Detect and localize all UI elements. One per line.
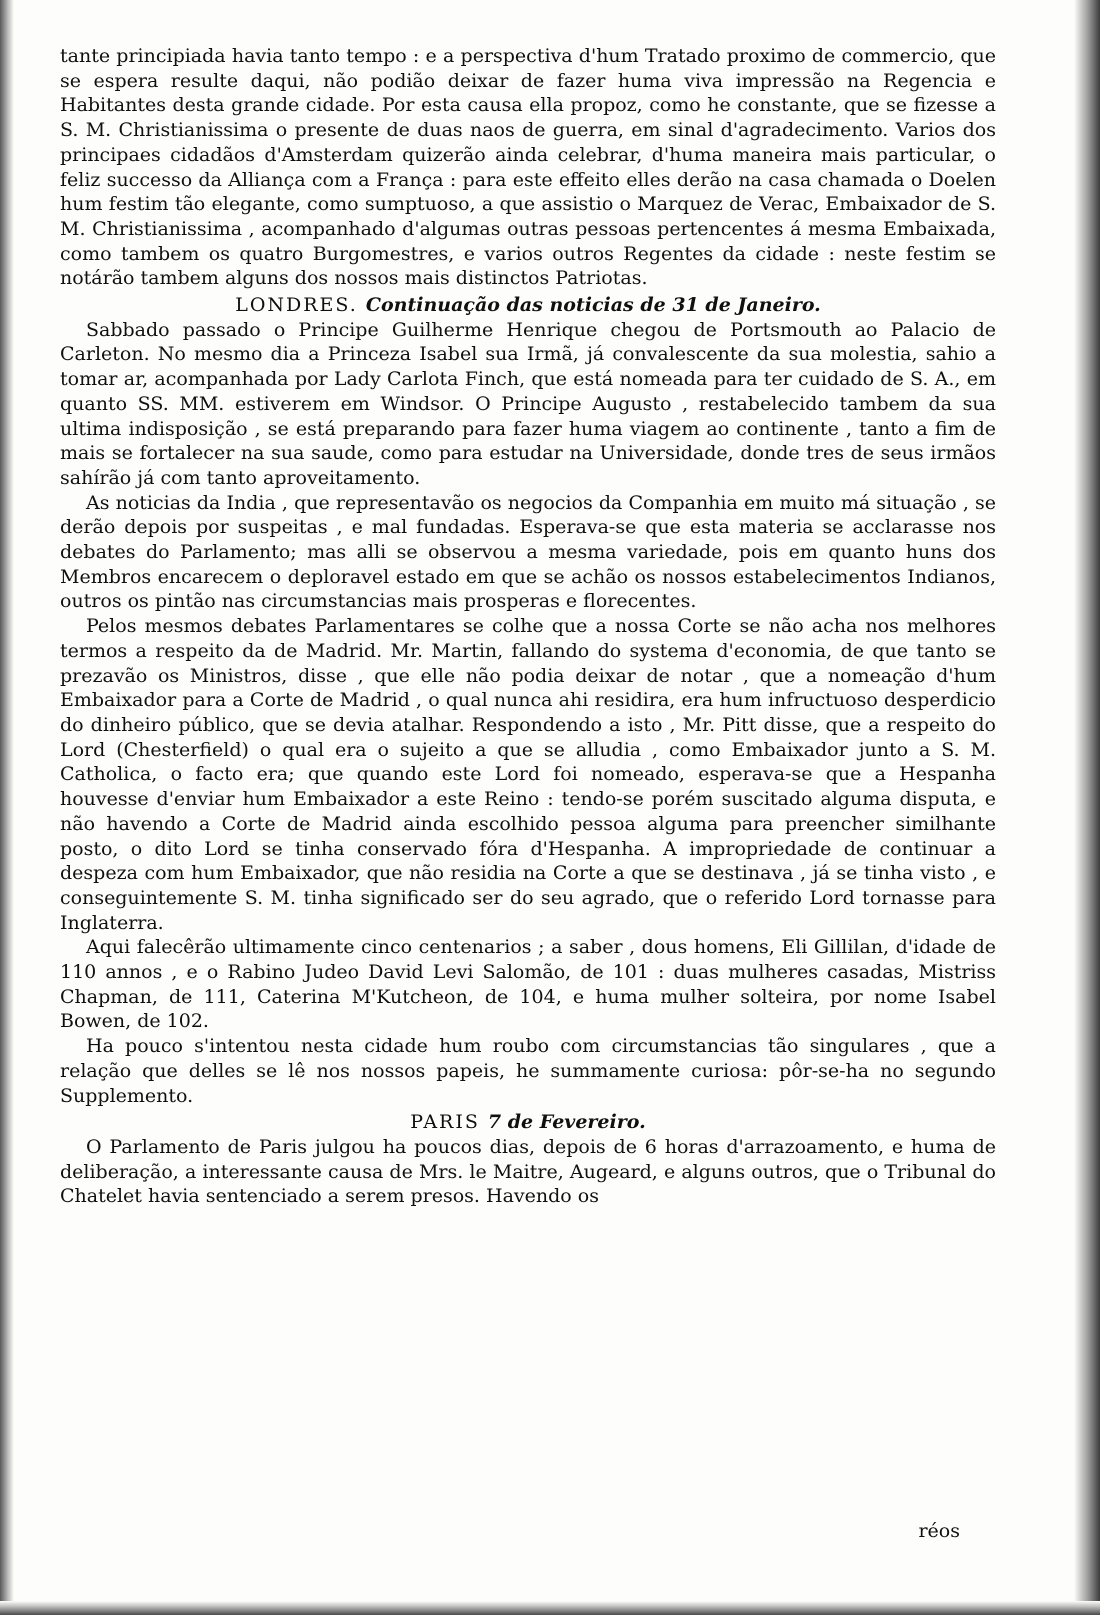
scan-edge-right: [1074, 0, 1100, 1615]
london-paragraph: As noticias da India , que representavão os negocios da Companhia em muito má situação , se derão depois por suspeitas , e mal fundadas. Esperava-se que esta materia se acclarasse nos debates do Parlamento; mas alli se observou a mesma variedade, pois em quanto huns dos Membros encarecem o deploravel estado em que se achão os nossos estabelecimentos Indianos, outros os pintão nas circumstancias mais prosperas e florecentes.: [60, 491, 996, 613]
london-paragraph: Aqui falecêrão ultimamente cinco centenarios ; a saber , dous homens, Eli Gillilan, d'idade de 110 annos , e o Rabino Judeo David Levi Salomão, de 101 : duas mulheres casadas, Mistriss Chapman, de 111, Caterina M'Kutcheon, de 104, e huma mulher solteira, por nome Isabel Bowen, de 102.: [60, 936, 996, 1033]
paris-paragraph: O Parlamento de Paris julgou ha poucos dias, depois de 6 horas d'arrazoamento, e huma de deliberação, a interessante causa de Mrs. le Maitre, Augeard, e alguns outros, que o Tribunal do Chatelet havia sentenciado a serem presos. Havendo os: [60, 1135, 996, 1208]
scan-edge-bottom: [0, 1601, 1100, 1615]
scan-edge-left: [0, 0, 14, 1615]
london-paragraph: Ha pouco s'intentou nesta cidade hum roubo com circumstancias tão singulares , que a relação que delles se lê nos nossos papeis, he summamente curiosa: pôr-se-ha no segundo Supplemento.: [60, 1035, 996, 1107]
section-heading-london: [60, 293, 996, 318]
section-place-london: LONDRES.: [235, 294, 358, 317]
article-body: [60, 44, 996, 1209]
section-place-paris: PARIS: [410, 1111, 480, 1134]
london-paragraph: Pelos mesmos debates Parlamentares se colhe que a nossa Corte se não acha nos melhores termos a respeito da de Madrid. Mr. Martin, fallando do systema d'economia, de que tanto se prezavão os Ministros, disse , que elle não podia deixar de notar , que a nomeação d'hum Embaixador para a Corte de Madrid , o qual nunca ahi residira, era hum infructuoso desperdicio do dinheiro público, que se devia atalhar. Respondendo a isto , Mr. Pitt disse, que a respeito do Lord (Chesterfield) o qual era o sujeito a que se alludia , como Embaixador junto a S. M. Catholica, o facto era; que quando este Lord foi nomeado, esperava-se que a Hespanha houvesse d'enviar hum Embaixador a este Reino : tendo-se porém suscitado alguma disputa, e não havendo a Corte de Madrid ainda escolhido pessoa alguma para preencher similhante posto, o dito Lord se tinha conservado fóra d'Hespanha. A impropriedade de continuar a despeza com hum Embaixador, que não residia na Corte a que se destinava , já se tinha visto , e conseguintemente S. M. tinha significado ser do seu agrado, que o referido Lord tornasse para Inglaterra.: [60, 615, 996, 934]
london-paragraph: Sabbado passado o Principe Guilherme Henrique chegou de Portsmouth ao Palacio de Carleton. No mesmo dia a Princeza Isabel sua Irmã, já convalescente da sua molestia, sahio a tomar ar, acompanhada por Lady Carlota Finch, que está nomeada para ter cuidado de S. A., em quanto SS. MM. estiverem em Windsor. O Principe Augusto , restabelecido tambem da sua ultima indisposição , se está preparando para fazer huma viagem ao continente , tanto a fim de mais se fortalecer na sua saude, como para estudar na Universidade, donde tres de seus irmãos sahírão já com tanto aproveitamento.: [60, 318, 996, 489]
intro-paragraph: tante principiada havia tanto tempo : e a perspectiva d'hum Tratado proximo de commercio, que se espera resulte daqui, não podião deixar de fazer huma viva impressão na Regencia e Habitantes desta grande cidade. Por esta causa ella propoz, como he constante, que se fizesse a S. M. Christianissima o presente de duas naos de guerra, em sinal d'agradecimento. Varios dos principaes cidadãos d'Amsterdam quizerão ainda celebrar, d'huma maneira mais particular, o feliz successo da Alliança com a França : para este effeito elles derão na casa chamada o Doelen hum festim tão elegante, como sumptuoso, a que assistio o Marquez de Verac, Embaixador de S. M. Christianissima , acompanhado d'algumas outras pessoas pertencentes á mesma Embaixada, como tambem os quatro Burgomestres, e varios outros Regentes da cidade : neste festim se notárão tambem alguns dos nossos mais distinctos Patriotas.: [60, 45, 996, 290]
catchword: réos: [918, 1520, 960, 1542]
section-heading-paris: [60, 1110, 996, 1135]
section-subtitle-paris: 7 de Fevereiro.: [487, 1111, 646, 1134]
section-subtitle-london: Continuação das noticias de 31 de Janeiro.: [365, 294, 821, 317]
